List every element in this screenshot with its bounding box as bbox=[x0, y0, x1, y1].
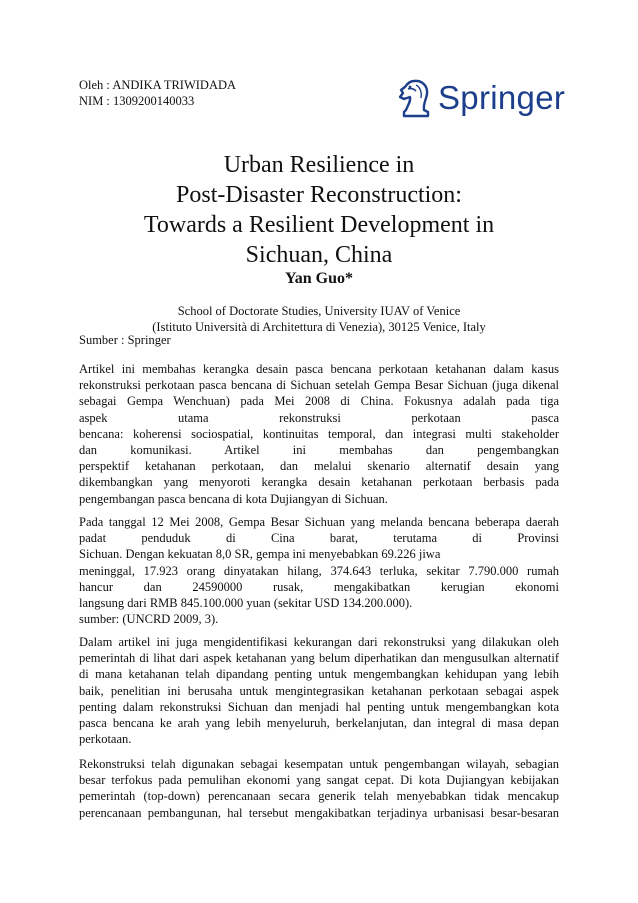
text-line: Rekonstruksi telah digunakan sebagai kesempatan untuk pengembangan wilayah, sebagian bbox=[79, 757, 559, 771]
student-name-line: Oleh : ANDIKA TRIWIDADA bbox=[79, 78, 237, 92]
paper-title bbox=[79, 150, 559, 270]
text-line: Dalam artikel ini juga mengidentifikasi kekurangan dari rekonstruksi yang dilakukan oleh bbox=[79, 635, 559, 649]
affiliation-line-2: (Istituto Università di Architettura di Venezia), 30125 Venice, Italy bbox=[152, 320, 486, 334]
title-line: Post-Disaster Reconstruction: bbox=[176, 182, 462, 208]
source-line: Sumber : Springer bbox=[79, 333, 171, 347]
text-line: sebagai Gempa Wenchuan) pada Mei 2008 di China. Fokusnya adalah pada tiga bbox=[79, 394, 559, 409]
paragraph-shortcomings bbox=[79, 634, 559, 747]
text-line: di mana ketahanan telah dipandang penting untuk mengembangkan kehidupan yang lebih bbox=[79, 667, 559, 682]
paper-author: Yan Guo* bbox=[284, 270, 354, 287]
text-line: besar terfokus pada pemulihan ekonomi yang sangat cepat. Di kota Dujiangyan kebijakan bbox=[79, 773, 559, 788]
text-line: bencana: koherensi sociospatial, kontinuitas temporal, dan integrasi multi stakeholder bbox=[79, 426, 559, 441]
text-line: pemerintah di lihat dari aspek ketahanan yang belum diperhatikan dan mengusulkan alternatif bbox=[79, 651, 559, 666]
text-line: aspek utama rekonstruksi perkotaan pasca bbox=[79, 410, 559, 425]
text-line: pasca bencana ke arah yang lebih menyeluruh, berkelanjutan, dan integral di masa depan bbox=[79, 716, 559, 731]
text-line: perspektif ketahanan perkotaan, dan melalui skenario alternatif desain yang bbox=[79, 459, 559, 474]
text-line: dan komunikasi. Artikel ini membahas dan pengembangkan bbox=[79, 443, 559, 458]
text-line: sumber: (UNCRD 2009, 3). bbox=[79, 612, 219, 627]
springer-logo bbox=[396, 74, 566, 122]
springer-logo-text: Springer bbox=[438, 79, 566, 116]
title-line: Sichuan, China bbox=[245, 242, 393, 268]
text-line: Pada tanggal 12 Mei 2008, Gempa Besar Sichuan yang melanda bencana beberapa daerah bbox=[79, 515, 559, 529]
text-line: padat penduduk di Cina barat, terutama di Provinsi bbox=[79, 531, 559, 546]
text-line: perencanaan pembangunan, hal tersebut mengakibatkan terjadinya urbanisasi besar-besaran bbox=[79, 805, 559, 820]
text-line: meninggal, 17.923 orang dinyatakan hilang, 374.643 terluka, sekitar 7.790.000 rumah bbox=[79, 563, 559, 578]
title-line: Urban Resilience in bbox=[223, 152, 415, 178]
text-line: dikembangkan yang menyoroti kerangka desain ketahanan perkotaan berbasis pada bbox=[79, 475, 559, 490]
paragraph-reconstruction bbox=[79, 756, 559, 821]
text-line: hancur dan 24590000 rusak, mengakibatkan kerugian ekonomi bbox=[79, 579, 559, 594]
text-line: rekonstruksi perkotaan pasca bencana di Sichuan setelah Gempa Besar Sichuan (juga dikenal bbox=[79, 378, 559, 393]
paragraph-earthquake-facts bbox=[79, 514, 559, 627]
text-line: Sichuan. Dengan kekuatan 8,0 SR, gempa ini menyebabkan 69.226 jiwa bbox=[79, 547, 441, 562]
title-line: Towards a Resilient Development in bbox=[143, 212, 495, 238]
paragraph-abstract bbox=[79, 361, 559, 507]
student-nim-line: NIM : 1309200140033 bbox=[79, 94, 195, 108]
text-line: pemerintah (top-down) perencanaan secara generik telah menyebabkan tidak mencakup bbox=[79, 789, 559, 804]
text-line: perkotaan. bbox=[79, 732, 132, 747]
affiliation-line-1: School of Doctorate Studies, University IUAV of Venice bbox=[177, 304, 461, 318]
text-line: Artikel ini membahas kerangka desain pasca bencana perkotaan ketahanan dalam kasus bbox=[79, 362, 559, 376]
student-info bbox=[79, 77, 236, 109]
text-line: pengembangan pasca bencana di kota Dujiangyan di Sichuan. bbox=[79, 491, 388, 506]
text-line: baik, penelitian ini berusaha untuk mengintegrasikan ketahanan perkotaan sebagai aspek bbox=[79, 683, 559, 698]
text-line: langsung dari RMB 845.100.000 yuan (sekitar USD 134.200.000). bbox=[79, 596, 413, 611]
springer-chess-knight-icon bbox=[396, 76, 436, 120]
text-line: penting dalam rekonstruksi Sichuan dan menjadi hal penting untuk mengembangkan kota bbox=[79, 699, 559, 714]
